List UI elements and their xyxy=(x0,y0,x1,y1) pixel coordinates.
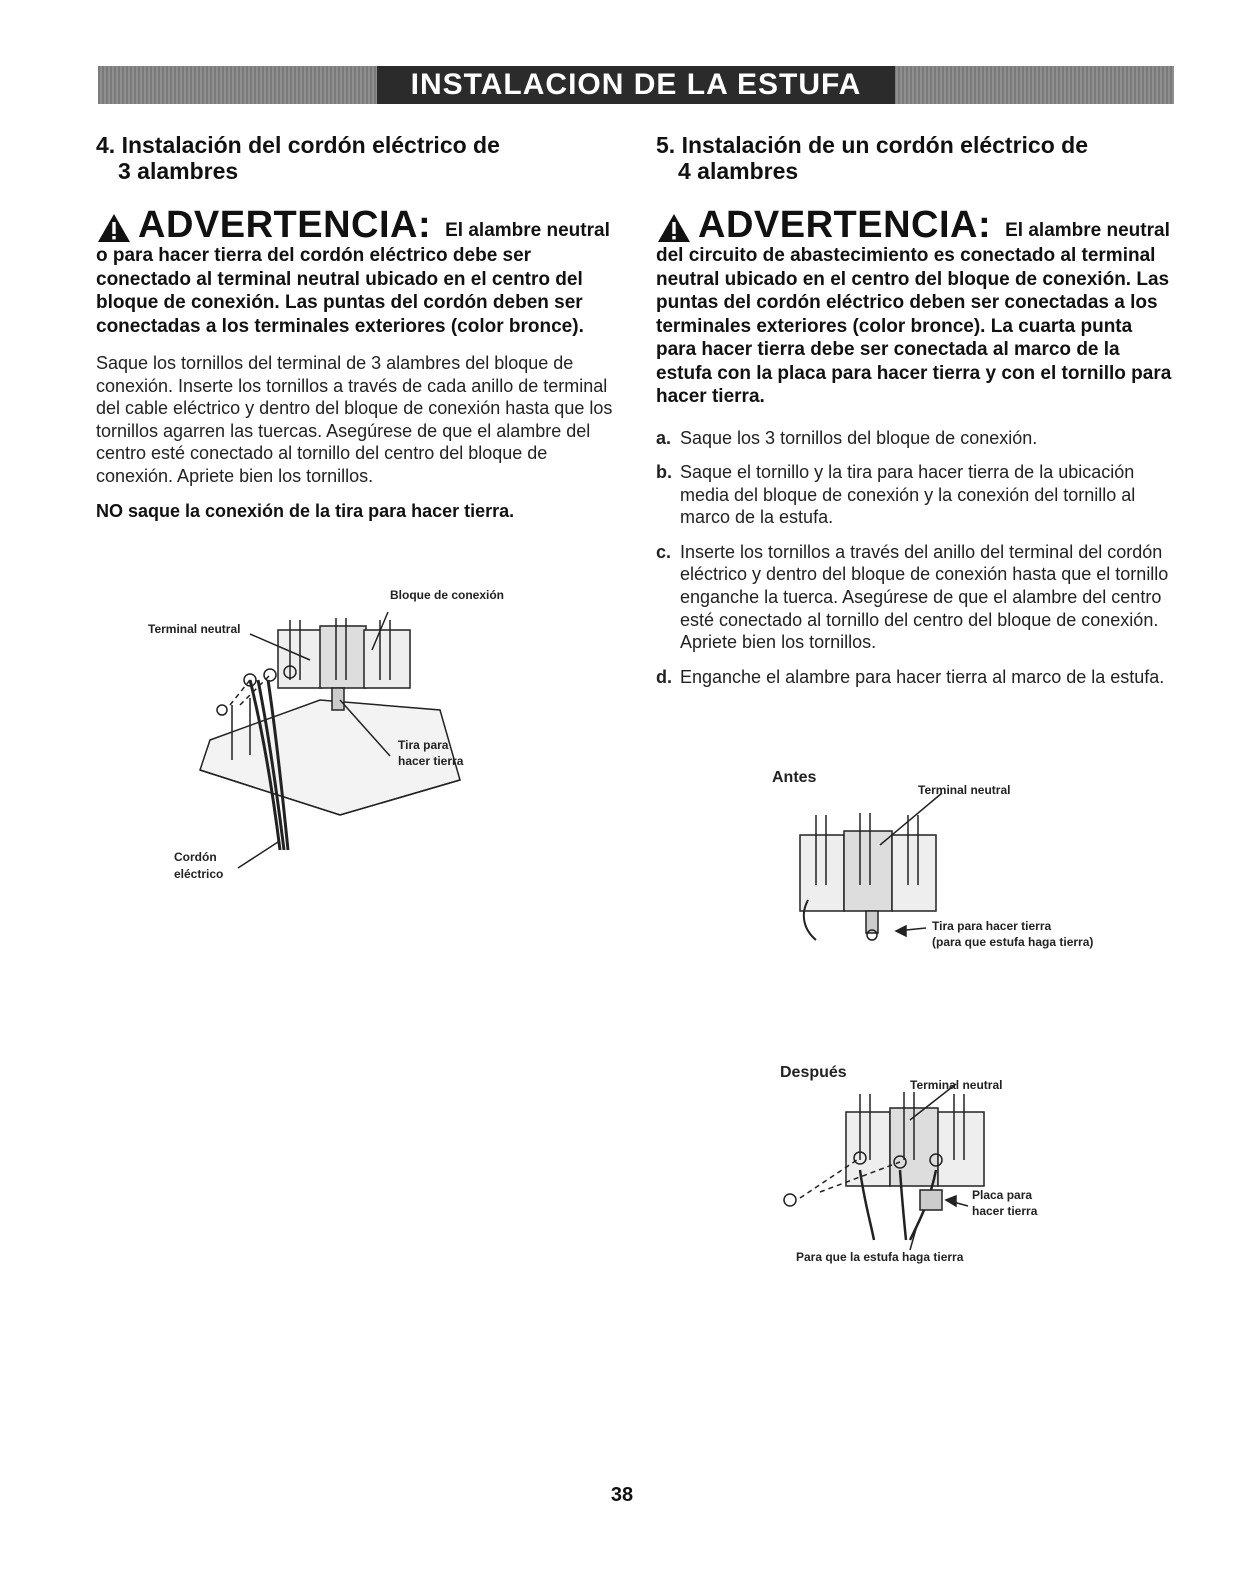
right-heading-line1: Instalación de un cordón eléctrico de xyxy=(681,132,1088,158)
left-column xyxy=(96,132,616,522)
after-label-neutral: Terminal neutral xyxy=(910,1078,1003,1092)
before-label-neutral: Terminal neutral xyxy=(918,783,1011,797)
label-connection-block: Bloque de conexión xyxy=(390,588,505,602)
step-b-letter: b. xyxy=(656,462,672,483)
step-d-text: Enganche el alambre para hacer tierra al marco de la estufa. xyxy=(680,666,1165,687)
label-ground-strap-line2: hacer tierra xyxy=(398,754,464,768)
before-label-strap-line1: Tira para hacer tierra xyxy=(932,919,1052,933)
right-warning-body: del circuito de abastecimiento es conectado al terminal neutral ubicado en el centro del bloque de conexión. Las puntas del cordón eléctrico deben ser conectadas a los terminales exteriores (color bronce). La cuarta punta para hacer tierra debe ser conectada al marco de la estufa con la placa para hacer tierra y con el tornillo para hacer tierra. xyxy=(656,245,1172,407)
warning-triangle-icon xyxy=(96,212,132,244)
step-a xyxy=(656,427,1176,450)
label-cord-line2: eléctrico xyxy=(174,867,224,881)
right-warning-word: ADVERTENCIA: xyxy=(698,204,992,246)
step-c-text: Inserte los tornillos a través del anillo del terminal del cordón eléctrico y dentro del bloque de conexión hasta que el tornillo enganche la tuerca. Asegúrese de que el alambre del centro esté conectado al tornillo del centro del bloque de conexión. Apriete bien los tornillos. xyxy=(680,541,1169,653)
label-cord-line1: Cordón xyxy=(174,850,217,864)
label-ground-strap-line1: Tira para xyxy=(398,738,449,752)
left-warning-word: ADVERTENCIA: xyxy=(138,204,432,246)
left-instructions: Saque los tornillos del terminal de 3 alambres del bloque de conexión. Inserte los tornillos a través de cada anillo de terminal del cable eléctrico y dentro del bloque de conexión hasta que los tornillos agarren las tuercas. Asegúrese de que el alambre del centro esté conectado al tornillo del centro del bloque de conexión. Apriete bien los tornillos. xyxy=(96,353,613,486)
before-label-strap-line2: (para que estufa haga tierra) xyxy=(932,935,1094,949)
after-title: Después xyxy=(780,1064,847,1081)
left-section-heading xyxy=(96,132,616,184)
step-d xyxy=(656,666,1176,689)
left-heading-number: 4. xyxy=(96,132,116,158)
section-title: INSTALACION DE LA ESTUFA xyxy=(410,68,862,101)
left-note: NO saque la conexión de la tira para hacer tierra. xyxy=(96,501,515,521)
right-warning xyxy=(656,206,1176,409)
after-label-plate-line2: hacer tierra xyxy=(972,1204,1038,1218)
right-column xyxy=(656,132,1176,700)
step-a-text: Saque los 3 tornillos del bloque de conexión. xyxy=(680,427,1038,448)
left-heading-line1: Instalación del cordón eléctrico de xyxy=(121,132,500,158)
after-figure xyxy=(760,1060,1140,1270)
left-warning xyxy=(96,206,616,338)
left-warning-body: o para hacer tierra del cordón eléctrico debe ser conectado al terminal neutral ubicado en el centro del bloque de conexión. Las puntas del cordón deben ser conectadas a los terminales exteriores (color bronce). xyxy=(96,245,584,337)
right-steps xyxy=(656,427,1176,689)
label-neutral-terminal: Terminal neutral xyxy=(148,622,241,636)
step-d-letter: d. xyxy=(656,666,672,687)
page-number: 38 xyxy=(610,1484,634,1506)
right-heading-line2: 4 alambres xyxy=(678,158,799,184)
step-c xyxy=(656,541,1176,654)
after-label-bottom: Para que la estufa haga tierra xyxy=(796,1250,964,1264)
warning-triangle-icon xyxy=(656,212,692,244)
terminal-block-center xyxy=(320,626,366,688)
terminal-block-right xyxy=(364,630,410,688)
right-warning-lead: El alambre neutral xyxy=(1005,220,1170,241)
before-title: Antes xyxy=(772,769,817,786)
left-heading-line2: 3 alambres xyxy=(118,158,239,184)
step-a-letter: a. xyxy=(656,427,672,448)
before-figure xyxy=(760,765,1140,965)
right-section-heading xyxy=(656,132,1176,184)
section-banner xyxy=(98,66,1174,104)
right-heading-number: 5. xyxy=(656,132,676,158)
step-b xyxy=(656,461,1176,529)
step-b-text: Saque el tornillo y la tira para hacer tierra de la ubicación media del bloque de conexión y la conexión del tornillo al marco de la estufa. xyxy=(680,462,1136,528)
section-banner-band xyxy=(377,66,896,104)
left-figure xyxy=(140,580,540,900)
left-warning-lead: El alambre neutral xyxy=(445,220,610,241)
step-c-letter: c. xyxy=(656,541,672,562)
after-label-plate-line1: Placa para xyxy=(972,1188,1033,1202)
